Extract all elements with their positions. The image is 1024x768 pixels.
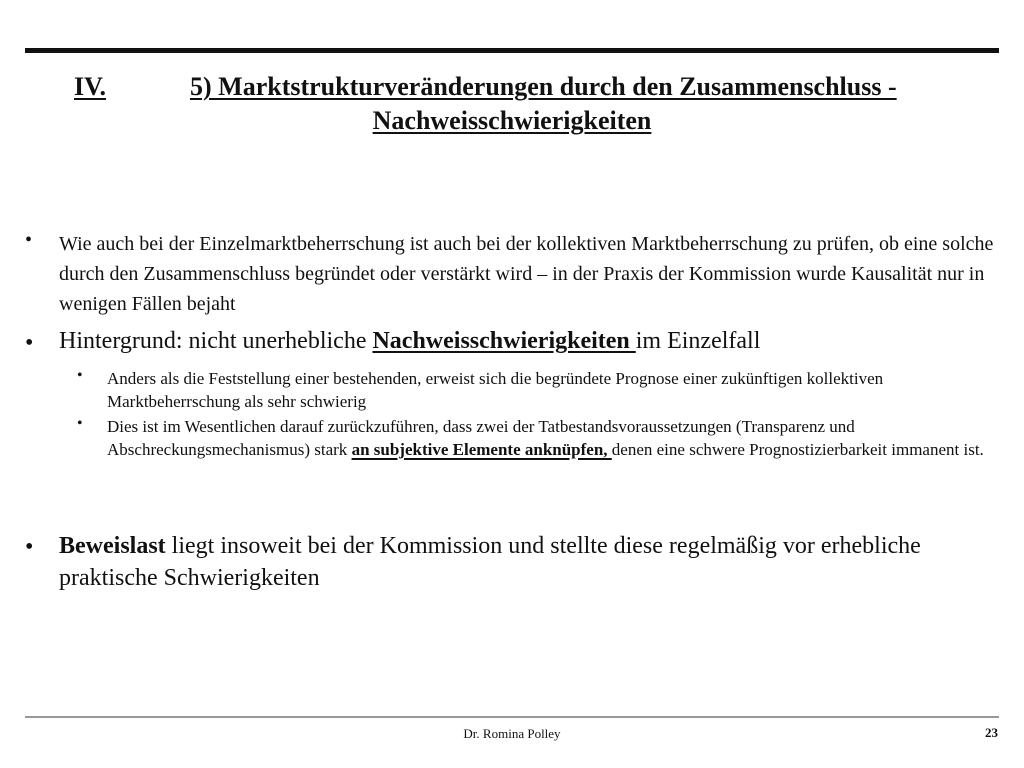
- footer-author: Dr. Romina Polley: [463, 726, 561, 741]
- bullet-2-before: Hintergrund: nicht unerhebliche: [59, 328, 373, 354]
- section-number: IV.: [74, 72, 107, 101]
- title-line-2: Nachweisschwierigkeiten: [372, 106, 652, 135]
- bullet-2-emphasis: Nachweisschwierigkeiten: [372, 328, 636, 354]
- sub-bullet-text-1: Anders als die Feststellung einer bestehenden, erweist sich die begründete Prognose einer zukünftigen kollektiven Marktbeherrschung als sehr schwierig: [107, 369, 884, 411]
- sub-bullet-text-2: [107, 415, 997, 461]
- sub-bullet-marker-2: •: [77, 415, 83, 432]
- sub-bullet-2-emphasis: an subjektive Elemente anknüpfen,: [351, 440, 612, 459]
- bullet-marker-3: •: [25, 534, 34, 560]
- bullet-3-bold: Beweislast: [59, 533, 166, 559]
- bullet-text-3: [59, 530, 999, 594]
- sub-bullet-marker-1: •: [77, 367, 83, 384]
- slide-title: [40, 70, 984, 138]
- bullet-2-after: im Einzelfall: [635, 328, 761, 354]
- page-number: 23: [985, 725, 998, 740]
- bullet-3-rest: liegt insoweit bei der Kommission und stellte diese regelmäßig vor erhebliche praktische Schwierigkeiten: [59, 533, 921, 591]
- title-line-1: 5) Marktstrukturveränderungen durch den Zusammenschluss -: [190, 72, 897, 101]
- footer-divider: [25, 716, 999, 718]
- sub-bullet-2-before: Dies ist im Wesentlichen darauf zurückzuführen, dass zwei der Tatbestandsvoraussetzungen (Transparenz und Abschreckungsmechanismus) stark: [107, 417, 855, 459]
- top-divider: [25, 48, 999, 53]
- bullet-text-1: Wie auch bei der Einzelmarktbeherrschung ist auch bei der kollektiven Marktbeherrschung zu prüfen, ob eine solche durch den Zusammenschluss begründet oder verstärkt wird – in der Praxis der Kommission wurde Kausalität nur in wenigen Fällen bejaht: [59, 233, 994, 315]
- bullet-marker-1: •: [25, 229, 33, 251]
- bullet-text-2: [59, 326, 999, 356]
- bullet-marker-2: •: [25, 330, 34, 356]
- sub-bullet-2-after: denen eine schwere Prognostizierbarkeit immanent ist.: [611, 440, 984, 459]
